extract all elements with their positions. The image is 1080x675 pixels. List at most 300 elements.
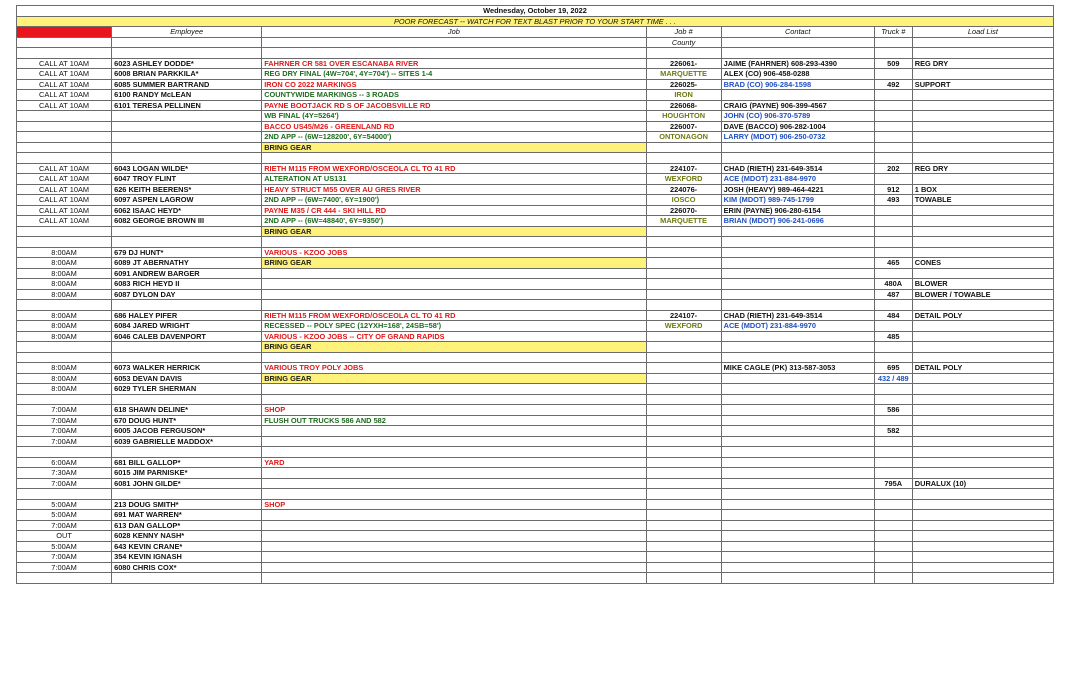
job-number-cell — [646, 415, 721, 426]
contact-cell: CHAD (RIETH) 231-649-3514 — [721, 163, 874, 174]
time-cell: 5:00AM — [17, 541, 112, 552]
time-cell: 8:00AM — [17, 331, 112, 342]
time-cell: 6:00AM — [17, 457, 112, 468]
table-row — [17, 90, 1054, 101]
job-number-cell: WEXFORD — [646, 174, 721, 185]
truck-cell — [874, 48, 912, 59]
load-list-cell — [912, 520, 1053, 531]
employee-cell: 6100 RANDY McLEAN — [112, 90, 262, 101]
time-cell: 8:00AM — [17, 268, 112, 279]
employee-cell: 6053 DEVAN DAVIS — [112, 373, 262, 384]
truck-cell — [874, 300, 912, 311]
load-list-cell — [912, 100, 1053, 111]
job-cell — [262, 48, 646, 59]
truck-cell — [874, 489, 912, 500]
employee-cell: 6087 DYLON DAY — [112, 289, 262, 300]
employee-cell: 6082 GEORGE BROWN III — [112, 216, 262, 227]
truck-cell — [874, 531, 912, 542]
employee-cell: 6097 ASPEN LAGROW — [112, 195, 262, 206]
spacer-row — [17, 48, 1054, 59]
job-number-cell: WEXFORD — [646, 321, 721, 332]
job-number-cell — [646, 153, 721, 164]
employee-cell — [112, 342, 262, 353]
load-list-cell — [912, 541, 1053, 552]
contact-cell — [721, 226, 874, 237]
contact-cell — [721, 237, 874, 248]
header-load-list: Load List — [912, 27, 1053, 38]
employee-cell: 6005 JACOB FERGUSON* — [112, 426, 262, 437]
truck-cell — [874, 510, 912, 521]
table-row — [17, 562, 1054, 573]
job-number-cell — [646, 258, 721, 269]
load-list-cell — [912, 205, 1053, 216]
job-number-cell: MARQUETTE — [646, 216, 721, 227]
load-list-cell — [912, 552, 1053, 563]
job-number-cell: 226007- — [646, 121, 721, 132]
truck-cell — [874, 352, 912, 363]
load-list-cell — [912, 405, 1053, 416]
job-number-cell — [646, 531, 721, 542]
contact-cell: JAIME (FAHRNER) 608-293-4390 — [721, 58, 874, 69]
load-list-cell: BLOWER — [912, 279, 1053, 290]
contact-cell — [721, 489, 874, 500]
job-cell: RIETH M115 FROM WEXFORD/OSCEOLA CL TO 41 RD — [262, 163, 646, 174]
truck-cell — [874, 237, 912, 248]
load-list-cell — [912, 436, 1053, 447]
job-cell — [262, 436, 646, 447]
job-cell: VARIOUS TROY POLY JOBS — [262, 363, 646, 374]
time-cell: 8:00AM — [17, 289, 112, 300]
table-row — [17, 321, 1054, 332]
load-list-cell — [912, 153, 1053, 164]
contact-cell — [721, 457, 874, 468]
load-list-cell — [912, 573, 1053, 584]
load-list-cell — [912, 499, 1053, 510]
spacer-row — [17, 489, 1054, 500]
job-number-cell — [646, 352, 721, 363]
contact-cell — [721, 520, 874, 531]
table-row — [17, 69, 1054, 80]
table-row — [17, 510, 1054, 521]
contact-cell: MIKE CAGLE (PK) 313-587-3053 — [721, 363, 874, 374]
load-list-cell — [912, 226, 1053, 237]
table-row — [17, 121, 1054, 132]
job-number-cell — [646, 468, 721, 479]
truck-cell — [874, 90, 912, 101]
employee-cell: 6046 CALEB DAVENPORT — [112, 331, 262, 342]
job-cell — [262, 384, 646, 395]
job-number-cell — [646, 373, 721, 384]
table-row — [17, 58, 1054, 69]
contact-cell: BRIAN (MDOT) 906-241-0696 — [721, 216, 874, 227]
header-contact: Contact — [721, 27, 874, 38]
truck-cell: 485 — [874, 331, 912, 342]
job-number-cell — [646, 247, 721, 258]
employee-cell: 613 DAN GALLOP* — [112, 520, 262, 531]
table-row — [17, 520, 1054, 531]
contact-cell — [721, 499, 874, 510]
table-row — [17, 268, 1054, 279]
contact-cell: ERIN (PAYNE) 906-280-6154 — [721, 205, 874, 216]
employee-cell: 6073 WALKER HERRICK — [112, 363, 262, 374]
contact-cell — [721, 300, 874, 311]
job-number-cell — [646, 457, 721, 468]
time-cell — [17, 132, 112, 143]
truck-cell: 509 — [874, 58, 912, 69]
header-time: Time — [17, 27, 112, 38]
table-row — [17, 226, 1054, 237]
employee-cell: 6080 CHRIS COX* — [112, 562, 262, 573]
load-list-cell: CONES — [912, 258, 1053, 269]
job-cell: 2ND APP -- (6W=128200', 6Y=54000') — [262, 132, 646, 143]
job-number-cell — [646, 447, 721, 458]
table-row — [17, 405, 1054, 416]
contact-cell: DAVE (BACCO) 906-282-1004 — [721, 121, 874, 132]
time-cell: 7:00AM — [17, 478, 112, 489]
table-row — [17, 373, 1054, 384]
truck-cell — [874, 111, 912, 122]
time-cell — [17, 153, 112, 164]
truck-cell — [874, 216, 912, 227]
table-row — [17, 184, 1054, 195]
truck-cell — [874, 436, 912, 447]
table-row — [17, 258, 1054, 269]
job-cell: VARIOUS - KZOO JOBS — [262, 247, 646, 258]
employee-cell: 679 DJ HUNT* — [112, 247, 262, 258]
job-number-cell: 224107- — [646, 310, 721, 321]
time-cell: 8:00AM — [17, 310, 112, 321]
time-cell: OUT — [17, 531, 112, 542]
truck-cell — [874, 541, 912, 552]
header-employee-sub — [112, 37, 262, 48]
contact-cell — [721, 90, 874, 101]
time-cell: 8:00AM — [17, 373, 112, 384]
job-number-cell — [646, 394, 721, 405]
job-cell: IRON CO 2022 MARKINGS — [262, 79, 646, 90]
time-cell: CALL AT 10AM — [17, 90, 112, 101]
job-cell — [262, 237, 646, 248]
truck-cell — [874, 468, 912, 479]
job-cell — [262, 279, 646, 290]
job-number-cell: ONTONAGON — [646, 132, 721, 143]
employee-cell — [112, 142, 262, 153]
truck-cell: 695 — [874, 363, 912, 374]
time-cell: 7:00AM — [17, 436, 112, 447]
sheet-date-title: Wednesday, October 19, 2022 — [17, 6, 1054, 17]
employee-cell: 6028 KENNY NASH* — [112, 531, 262, 542]
employee-cell: 6029 TYLER SHERMAN — [112, 384, 262, 395]
time-cell: 8:00AM — [17, 258, 112, 269]
truck-cell — [874, 552, 912, 563]
job-cell: PAYNE BOOTJACK RD S OF JACOBSVILLE RD — [262, 100, 646, 111]
job-cell: COUNTYWIDE MARKINGS -- 3 ROADS — [262, 90, 646, 101]
load-list-cell — [912, 352, 1053, 363]
header-truck: Truck # — [874, 27, 912, 38]
contact-cell: KIM (MDOT) 989-745-1799 — [721, 195, 874, 206]
truck-cell: 487 — [874, 289, 912, 300]
table-row — [17, 415, 1054, 426]
job-number-cell — [646, 520, 721, 531]
job-cell: 2ND APP -- (6W=48840', 6Y=9350') — [262, 216, 646, 227]
truck-cell — [874, 562, 912, 573]
table-row — [17, 436, 1054, 447]
job-number-cell — [646, 541, 721, 552]
table-row — [17, 426, 1054, 437]
time-cell: 7:00AM — [17, 562, 112, 573]
employee-cell: 691 MAT WARREN* — [112, 510, 262, 521]
time-cell: 5:00AM — [17, 499, 112, 510]
job-cell — [262, 478, 646, 489]
time-cell — [17, 573, 112, 584]
table-row — [17, 468, 1054, 479]
truck-cell: 480A — [874, 279, 912, 290]
time-cell — [17, 300, 112, 311]
truck-cell — [874, 415, 912, 426]
employee-cell — [112, 153, 262, 164]
contact-cell — [721, 552, 874, 563]
job-cell — [262, 394, 646, 405]
truck-cell: 493 — [874, 195, 912, 206]
job-number-cell — [646, 552, 721, 563]
contact-cell: CRAIG (PAYNE) 906-399-4567 — [721, 100, 874, 111]
time-cell: CALL AT 10AM — [17, 69, 112, 80]
employee-cell — [112, 489, 262, 500]
contact-cell: ALEX (CO) 906-458-0288 — [721, 69, 874, 80]
job-cell — [262, 468, 646, 479]
truck-cell: 795A — [874, 478, 912, 489]
table-row — [17, 478, 1054, 489]
truck-cell — [874, 321, 912, 332]
employee-cell: 6084 JARED WRIGHT — [112, 321, 262, 332]
job-number-cell — [646, 279, 721, 290]
spacer-row — [17, 447, 1054, 458]
job-number-cell: IOSCO — [646, 195, 721, 206]
job-cell — [262, 541, 646, 552]
contact-cell — [721, 352, 874, 363]
employee-cell: 6062 ISAAC HEYD* — [112, 205, 262, 216]
truck-cell — [874, 384, 912, 395]
contact-cell — [721, 331, 874, 342]
contact-cell — [721, 478, 874, 489]
contact-cell — [721, 268, 874, 279]
schedule-table — [16, 5, 1054, 584]
load-list-cell — [912, 373, 1053, 384]
load-list-cell — [912, 562, 1053, 573]
load-list-cell — [912, 415, 1053, 426]
employee-cell: 6023 ASHLEY DODDE* — [112, 58, 262, 69]
header-job-number: Job # — [646, 27, 721, 38]
truck-cell: 484 — [874, 310, 912, 321]
truck-cell — [874, 142, 912, 153]
load-list-cell — [912, 457, 1053, 468]
job-cell: BRING GEAR — [262, 342, 646, 353]
time-cell: 7:00AM — [17, 405, 112, 416]
truck-cell: 582 — [874, 426, 912, 437]
job-number-cell — [646, 426, 721, 437]
table-row — [17, 174, 1054, 185]
contact-cell — [721, 573, 874, 584]
truck-cell — [874, 132, 912, 143]
job-cell: BRING GEAR — [262, 226, 646, 237]
table-row — [17, 331, 1054, 342]
load-list-cell — [912, 142, 1053, 153]
time-cell: CALL AT 10AM — [17, 58, 112, 69]
employee-cell: 6089 JT ABERNATHY — [112, 258, 262, 269]
truck-cell — [874, 226, 912, 237]
job-cell — [262, 510, 646, 521]
job-cell — [262, 289, 646, 300]
time-cell — [17, 394, 112, 405]
job-number-cell — [646, 48, 721, 59]
job-cell: SHOP — [262, 499, 646, 510]
time-cell — [17, 447, 112, 458]
table-row — [17, 195, 1054, 206]
contact-cell: ACE (MDOT) 231-884-9970 — [721, 321, 874, 332]
truck-cell — [874, 121, 912, 132]
employee-cell: 213 DOUG SMITH* — [112, 499, 262, 510]
load-list-cell — [912, 384, 1053, 395]
contact-cell — [721, 447, 874, 458]
job-number-cell: 226061- — [646, 58, 721, 69]
header-county: County — [646, 37, 721, 48]
job-cell: 2ND APP -- (6W=7400', 6Y=1900') — [262, 195, 646, 206]
time-cell: CALL AT 10AM — [17, 100, 112, 111]
load-list-cell — [912, 331, 1053, 342]
load-list-cell — [912, 247, 1053, 258]
job-number-cell: MARQUETTE — [646, 69, 721, 80]
time-cell — [17, 142, 112, 153]
job-cell — [262, 520, 646, 531]
employee-cell: 626 KEITH BEERENS* — [112, 184, 262, 195]
job-number-cell — [646, 499, 721, 510]
job-number-cell: IRON — [646, 90, 721, 101]
table-row — [17, 457, 1054, 468]
truck-cell: 432 / 489 — [874, 373, 912, 384]
header-employee: Employee — [112, 27, 262, 38]
time-cell — [17, 48, 112, 59]
spacer-row — [17, 153, 1054, 164]
header-job-sub — [262, 37, 646, 48]
time-cell: 8:00AM — [17, 247, 112, 258]
job-cell: RECESSED -- POLY SPEC (12YXH=168', 24SB=58') — [262, 321, 646, 332]
employee-cell: 643 KEVIN CRANE* — [112, 541, 262, 552]
employee-cell — [112, 121, 262, 132]
load-list-cell: 1 BOX — [912, 184, 1053, 195]
job-number-cell — [646, 478, 721, 489]
job-cell — [262, 268, 646, 279]
contact-cell — [721, 153, 874, 164]
load-list-cell — [912, 300, 1053, 311]
table-row — [17, 79, 1054, 90]
job-number-cell: 224076- — [646, 184, 721, 195]
employee-cell — [112, 111, 262, 122]
job-cell: WB FINAL (4Y=5264') — [262, 111, 646, 122]
employee-cell: 6085 SUMMER BARTRAND — [112, 79, 262, 90]
job-number-cell — [646, 289, 721, 300]
contact-cell — [721, 342, 874, 353]
job-cell — [262, 447, 646, 458]
contact-cell — [721, 531, 874, 542]
truck-cell — [874, 342, 912, 353]
table-row — [17, 363, 1054, 374]
contact-cell: LARRY (MDOT) 906-250-0732 — [721, 132, 874, 143]
employee-cell — [112, 132, 262, 143]
time-cell: CALL AT 10AM — [17, 205, 112, 216]
time-cell: 7:00AM — [17, 415, 112, 426]
job-cell: RIETH M115 FROM WEXFORD/OSCEOLA CL TO 41 RD — [262, 310, 646, 321]
table-row — [17, 111, 1054, 122]
contact-cell — [721, 562, 874, 573]
employee-cell — [112, 300, 262, 311]
load-list-cell: BLOWER / TOWABLE — [912, 289, 1053, 300]
job-number-cell — [646, 405, 721, 416]
contact-cell — [721, 279, 874, 290]
contact-cell — [721, 289, 874, 300]
employee-cell: 686 HALEY PIFER — [112, 310, 262, 321]
load-list-cell: REG DRY — [912, 163, 1053, 174]
contact-cell — [721, 258, 874, 269]
job-cell — [262, 300, 646, 311]
truck-cell: 202 — [874, 163, 912, 174]
contact-cell: BRAD (CO) 906-284-1598 — [721, 79, 874, 90]
employee-cell: 618 SHAWN DELINE* — [112, 405, 262, 416]
time-cell — [17, 121, 112, 132]
job-cell — [262, 153, 646, 164]
job-number-cell: 226025- — [646, 79, 721, 90]
load-list-cell — [912, 216, 1053, 227]
truck-cell — [874, 499, 912, 510]
load-list-cell: DETAIL POLY — [912, 363, 1053, 374]
load-list-cell — [912, 394, 1053, 405]
contact-cell — [721, 142, 874, 153]
load-list-cell — [912, 111, 1053, 122]
header-contact-sub — [721, 37, 874, 48]
contact-cell — [721, 247, 874, 258]
contact-cell — [721, 468, 874, 479]
time-cell: CALL AT 10AM — [17, 195, 112, 206]
job-cell: BRING GEAR — [262, 142, 646, 153]
table-row — [17, 216, 1054, 227]
employee-cell: 6091 ANDREW BARGER — [112, 268, 262, 279]
job-cell: BRING GEAR — [262, 373, 646, 384]
time-cell: 7:00AM — [17, 552, 112, 563]
load-list-cell — [912, 468, 1053, 479]
truck-cell — [874, 394, 912, 405]
load-list-cell — [912, 268, 1053, 279]
load-list-cell: TOWABLE — [912, 195, 1053, 206]
truck-cell — [874, 457, 912, 468]
job-cell — [262, 552, 646, 563]
employee-cell: 6101 TERESA PELLINEN — [112, 100, 262, 111]
employee-cell — [112, 352, 262, 363]
time-cell: CALL AT 10AM — [17, 163, 112, 174]
employee-cell — [112, 573, 262, 584]
job-cell — [262, 562, 646, 573]
header-truck-sub — [874, 37, 912, 48]
table-row — [17, 541, 1054, 552]
contact-cell — [721, 510, 874, 521]
truck-cell — [874, 520, 912, 531]
time-cell: 7:00AM — [17, 520, 112, 531]
job-number-cell — [646, 142, 721, 153]
job-number-cell — [646, 510, 721, 521]
job-cell — [262, 489, 646, 500]
contact-cell — [721, 48, 874, 59]
employee-cell: 6008 BRIAN PARKKILA* — [112, 69, 262, 80]
employee-cell: 6039 GABRIELLE MADDOX* — [112, 436, 262, 447]
contact-cell — [721, 394, 874, 405]
employee-cell — [112, 48, 262, 59]
